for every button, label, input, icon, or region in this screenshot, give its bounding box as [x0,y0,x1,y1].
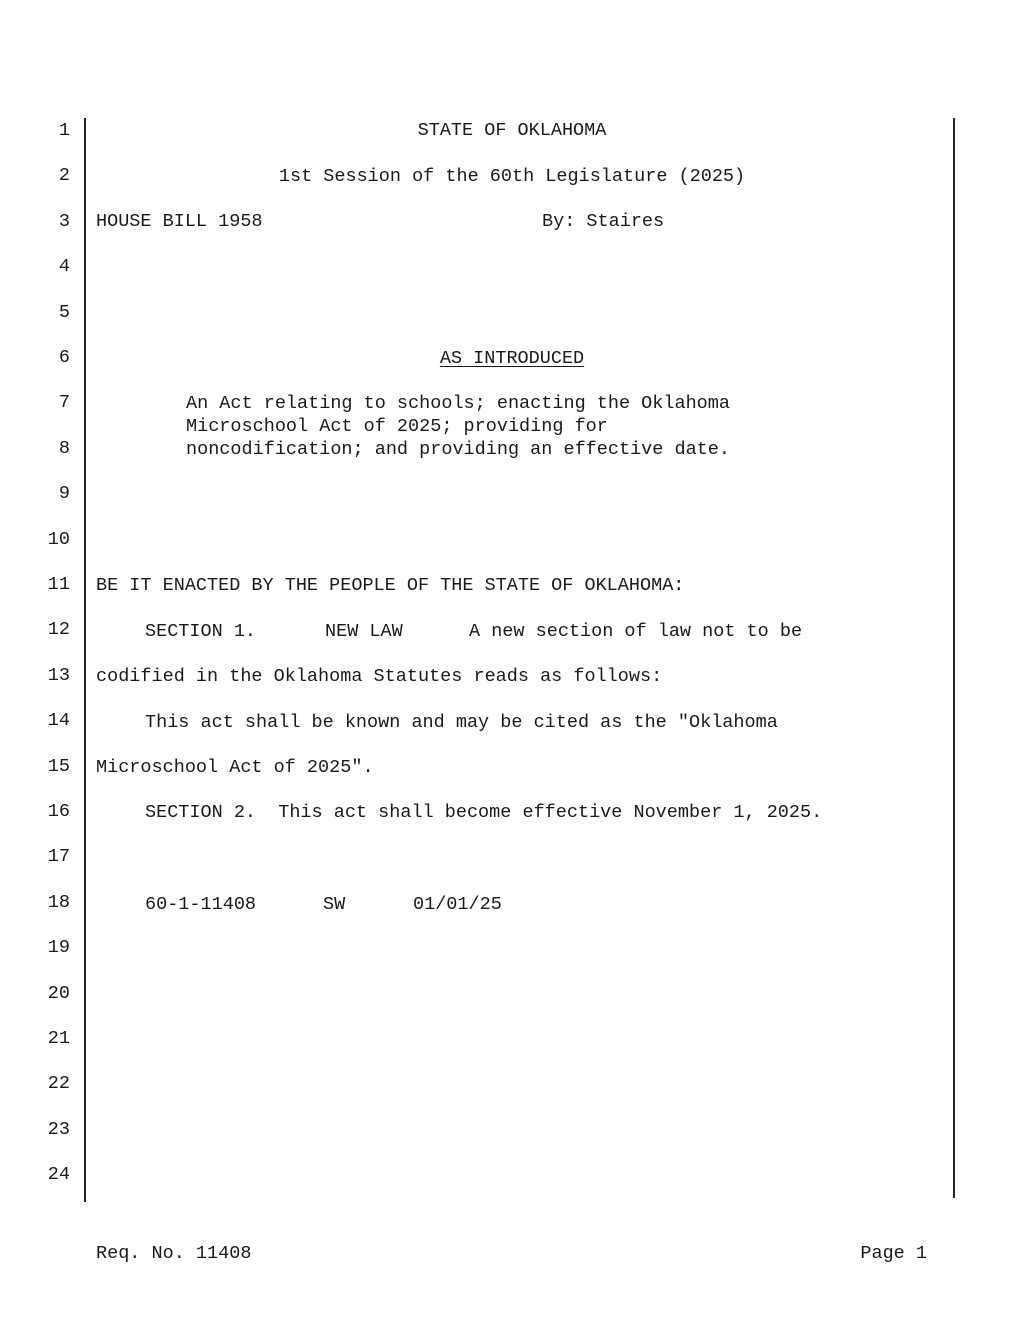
line-number: 4 [58,256,70,278]
line-number: 3 [58,210,70,232]
session-heading: 1st Session of the 60th Legislature (2025) [278,166,746,187]
line-number: 15 [47,755,70,777]
section-1-body-line-1: This act shall be known and may be cited as the "Oklahoma [145,712,778,733]
right-margin-rule [953,118,955,1198]
line-number: 11 [47,574,70,595]
line-number: 20 [47,982,70,1004]
bill-status: AS INTRODUCED [439,348,585,369]
section-1-heading: SECTION 1. [145,621,257,642]
line-number: 22 [47,1073,70,1095]
line-number: 24 [47,1164,70,1186]
line-number: 23 [47,1118,70,1140]
section-1-intro: A new section of law not to be [469,621,803,642]
line-number: 14 [47,710,70,732]
line-number: 12 [47,619,70,641]
bill-title-line-1: An Act relating to schools; enacting the Oklahoma [186,393,730,414]
line-number: 13 [47,664,70,686]
line-number: 2 [58,165,70,187]
line-number: 7 [58,392,70,414]
bill-title-line-2: Microschool Act of 2025; providing for [186,416,608,437]
bill-title-line-3: noncodification; and providing an effective date. [186,439,730,460]
line-number: 9 [58,483,70,505]
state-heading: STATE OF OKLAHOMA [417,120,607,141]
page-number: Page 1 [860,1243,927,1264]
enacting-clause: BE IT ENACTED BY THE PEOPLE OF THE STATE OF OKLAHOMA: [96,575,685,596]
line-number: 21 [47,1028,70,1049]
left-margin-rule [84,118,86,1202]
bill-number: HOUSE BILL 1958 [96,211,263,232]
line-number: 5 [58,301,70,323]
section-1-type: NEW LAW [325,621,403,642]
bill-author: By: Staires [542,211,665,232]
drafter-initials: SW [323,894,346,915]
line-number: 1 [58,120,70,141]
section-1-body-line-2: Microschool Act of 2025". [96,757,374,778]
line-number: 6 [58,347,70,368]
draft-code: 60-1-11408 [145,894,257,915]
section-2-text: SECTION 2. This act shall become effective November 1, 2025. [145,802,823,823]
line-number: 8 [58,437,70,459]
line-number: 17 [47,846,70,868]
request-number: Req. No. 11408 [96,1243,252,1264]
line-number: 10 [47,528,70,550]
line-number: 19 [47,937,70,959]
draft-date: 01/01/25 [413,894,502,915]
line-number: 16 [47,801,70,822]
section-1-intro-cont: codified in the Oklahoma Statutes reads as follows: [96,666,663,687]
line-number: 18 [47,891,70,913]
